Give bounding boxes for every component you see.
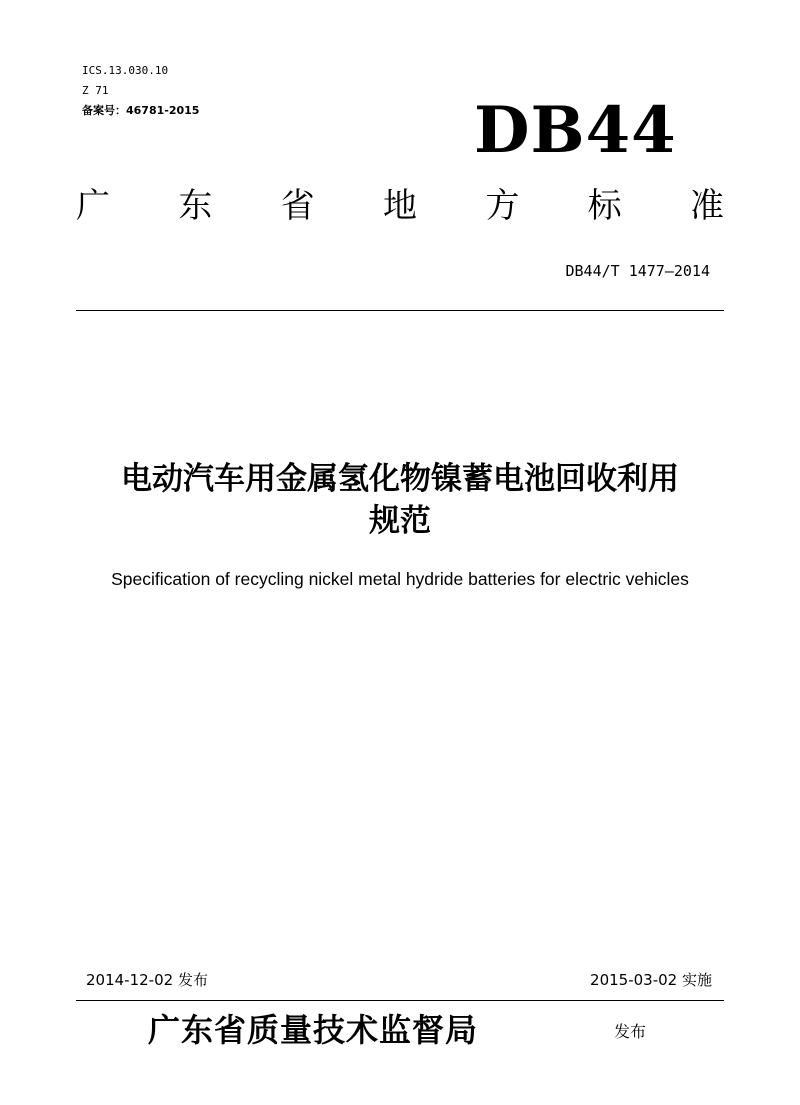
- title-chinese-line-2: 规范: [369, 503, 431, 539]
- issuing-authority: 广东省质量技术监督局: [148, 1011, 479, 1049]
- title-english: Specification of recycling nickel metal hydride batteries for electric vehicles: [111, 569, 689, 589]
- standard-type-heading: [76, 186, 724, 226]
- db44-logo: DB44: [474, 93, 677, 168]
- implementation-date: 2015-03-02 实施: [590, 971, 712, 989]
- ics-code: ICS.13.030.10: [82, 64, 169, 77]
- standard-type-char: 地: [382, 186, 417, 226]
- top-divider: [76, 310, 724, 311]
- standard-type-char: 省: [280, 186, 315, 226]
- standard-type-char: 广: [76, 186, 110, 226]
- standard-type-char: 准: [689, 186, 724, 226]
- standard-type-char: 标: [587, 186, 622, 226]
- record-number: 备案号：46781-2015: [82, 104, 200, 117]
- title-chinese-line-1: 电动汽车用金属氢化物镍蓄电池回收利用: [121, 461, 679, 497]
- issuing-authority-suffix: 发布: [614, 1022, 647, 1041]
- issue-date: 2014-12-02 发布: [86, 971, 208, 989]
- standard-number: DB44/T 1477—2014: [565, 262, 710, 280]
- standard-type-char: 东: [178, 186, 213, 226]
- bottom-divider: [76, 1000, 724, 1001]
- ccs-code: Z 71: [82, 84, 109, 97]
- standard-type-char: 方: [485, 186, 520, 226]
- title-chinese: [60, 458, 740, 542]
